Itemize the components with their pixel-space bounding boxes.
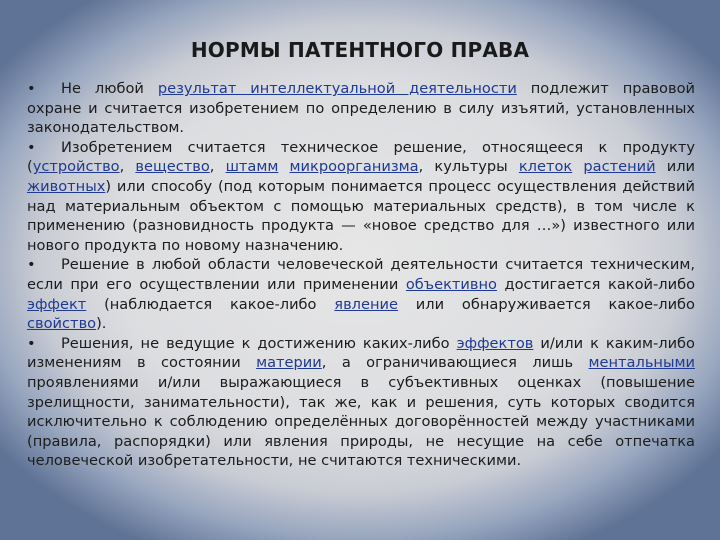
paragraph-text: проявлениями и/или выражающиеся в субъективных оценках (повышение зрелищности, занимательности), так же, как и решения, суть которых сводится исключительно к соблюдению определённых договорённостей между участниками (правила, распорядки) или явления природы, не несущие на себе отпечатка человеческой изобретательности, не считаются техническими.: [27, 373, 695, 470]
paragraph-text: ).: [96, 315, 107, 333]
paragraph-text: Решение в любой области человеческой деятельности считается техническим, если при его осуществлении или применении: [27, 256, 695, 293]
paragraph-text: и/или к каким-либо изменениям в состоянии: [27, 334, 695, 372]
paragraph-text: Изобретением считается техническое решение, относящееся к продукту (: [27, 138, 695, 176]
hyperlink[interactable]: явление: [334, 295, 398, 313]
hyperlink[interactable]: эффектов: [456, 334, 534, 352]
bullet-paragraph: [27, 334, 695, 471]
paragraph-text: или обнаруживается какое-либо: [398, 295, 695, 313]
paragraph-text: [278, 158, 289, 175]
bullet-marker: •: [27, 256, 36, 274]
hyperlink[interactable]: клеток: [518, 158, 573, 176]
bullet-paragraph: [27, 255, 695, 333]
paragraph-text: ,: [119, 158, 136, 176]
bullet-paragraph: [27, 79, 695, 138]
slide-title: НОРМЫ ПАТЕНТНОГО ПРАВА: [190, 38, 530, 62]
paragraph-text: или: [655, 158, 696, 176]
paragraph-text: подлежит правовой охране и считается изобретением по определению в силу изъятий, установленных законодательством.: [27, 80, 695, 137]
hyperlink[interactable]: микроорганизма: [289, 158, 419, 176]
paragraph-text: ) или способу (под которым понимается процесс осуществления действий над материальным объектом с помощью материальных средств), в том числе к применению (разновидность продукта — «новое средство для …») известного или нового продукта по новому назначению.: [27, 177, 695, 254]
hyperlink[interactable]: растений: [583, 158, 656, 176]
paragraph-text: Не любой: [61, 80, 158, 97]
hyperlink[interactable]: животных: [27, 177, 106, 195]
paragraph-text: , культуры: [418, 158, 519, 176]
slide-body: [27, 79, 695, 471]
bullet-paragraph: [27, 138, 695, 256]
paragraph-text: (наблюдается какое-либо: [86, 295, 335, 313]
paragraph-text: [572, 158, 583, 175]
hyperlink[interactable]: свойство: [27, 315, 97, 333]
hyperlink[interactable]: устройство: [32, 158, 120, 176]
hyperlink[interactable]: вещество: [135, 158, 210, 176]
paragraph-text: Решения, не ведущие к достижению каких-либо: [61, 334, 457, 352]
hyperlink[interactable]: материи: [256, 354, 322, 372]
hyperlink[interactable]: объективно: [405, 275, 497, 293]
hyperlink[interactable]: штамм: [225, 158, 279, 176]
paragraph-text: , а ограничивающиеся лишь: [321, 354, 589, 372]
hyperlink[interactable]: эффект: [27, 295, 87, 313]
hyperlink[interactable]: ментальными: [588, 354, 695, 372]
bullet-marker: •: [27, 138, 36, 156]
hyperlink[interactable]: результат интеллектуальной деятельности: [157, 80, 517, 97]
bullet-marker: •: [27, 334, 36, 352]
paragraph-text: достигается какой-либо: [496, 275, 695, 293]
bullet-marker: •: [27, 80, 36, 97]
paragraph-text: ,: [209, 158, 226, 176]
